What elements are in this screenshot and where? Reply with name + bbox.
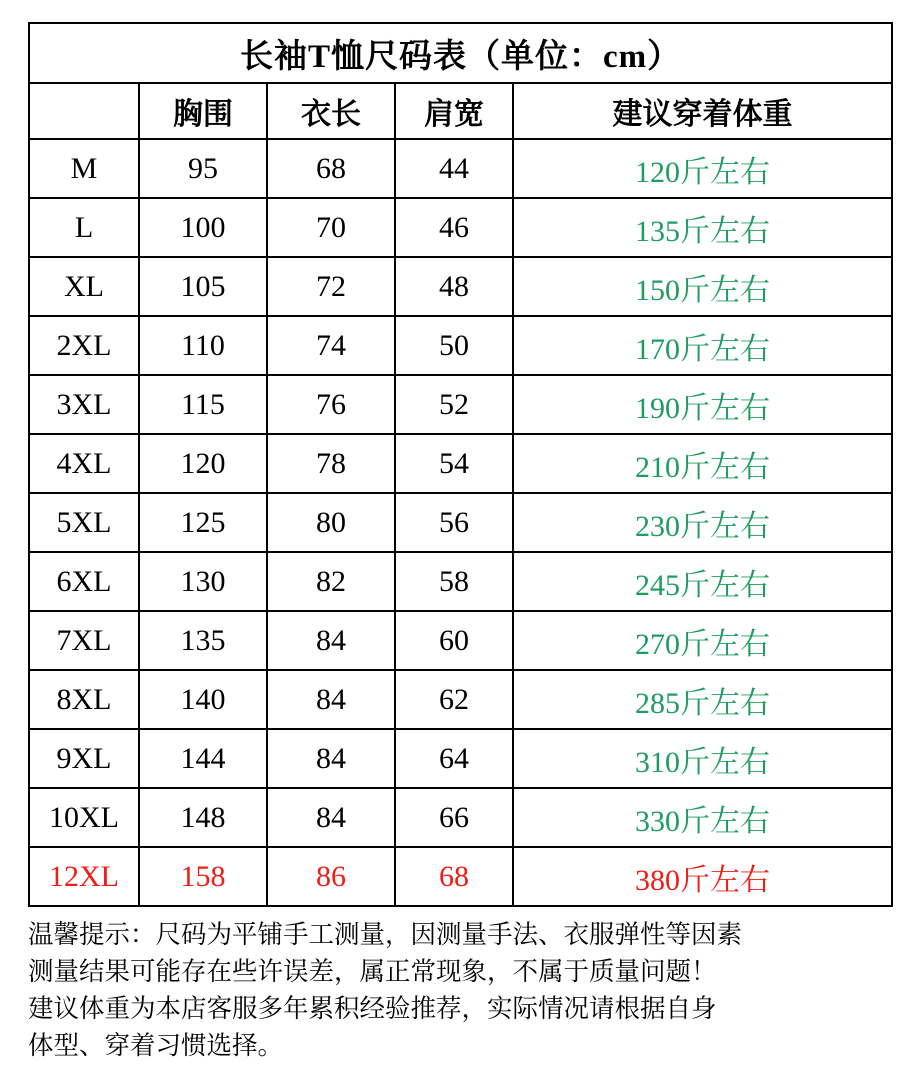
cell-size: 9XL xyxy=(29,729,139,788)
header-bust: 胸围 xyxy=(139,83,267,139)
cell-shoulder: 64 xyxy=(395,729,513,788)
cell-size: 6XL xyxy=(29,552,139,611)
cell-bust: 140 xyxy=(139,670,267,729)
cell-weight: 270斤左右 xyxy=(513,611,892,670)
header-weight: 建议穿着体重 xyxy=(513,83,892,139)
note-line: 体型、穿着习惯选择。 xyxy=(28,1031,284,1060)
table-row xyxy=(29,434,892,493)
cell-shoulder: 60 xyxy=(395,611,513,670)
note-line: 温馨提示：尺码为平铺手工测量，因测量手法、衣服弹性等因素 xyxy=(28,921,743,949)
cell-weight: 310斤左右 xyxy=(513,729,892,788)
header-shoulder: 肩宽 xyxy=(395,83,513,139)
cell-weight: 170斤左右 xyxy=(513,316,892,375)
cell-size: 4XL xyxy=(29,434,139,493)
cell-bust: 135 xyxy=(139,611,267,670)
size-chart-table xyxy=(28,22,893,907)
table-title-row xyxy=(29,23,892,83)
table-row xyxy=(29,139,892,198)
notes-block xyxy=(28,917,891,1065)
cell-weight: 230斤左右 xyxy=(513,493,892,552)
cell-bust: 130 xyxy=(139,552,267,611)
cell-shoulder: 58 xyxy=(395,552,513,611)
header-size xyxy=(29,83,139,139)
table-row xyxy=(29,788,892,847)
cell-length: 84 xyxy=(267,729,395,788)
cell-bust: 105 xyxy=(139,257,267,316)
cell-length: 86 xyxy=(267,847,395,906)
cell-size: 10XL xyxy=(29,788,139,847)
table-header-row xyxy=(29,83,892,139)
note-line: 测量结果可能存在些许误差，属正常现象，不属于质量问题！ xyxy=(28,957,717,986)
header-length: 衣长 xyxy=(267,83,395,139)
cell-size: 12XL xyxy=(29,847,139,906)
table-row xyxy=(29,552,892,611)
cell-bust: 144 xyxy=(139,729,267,788)
cell-bust: 125 xyxy=(139,493,267,552)
cell-shoulder: 44 xyxy=(395,139,513,198)
cell-length: 74 xyxy=(267,316,395,375)
cell-size: 8XL xyxy=(29,670,139,729)
cell-bust: 158 xyxy=(139,847,267,906)
cell-size: 2XL xyxy=(29,316,139,375)
cell-weight: 210斤左右 xyxy=(513,434,892,493)
cell-weight: 135斤左右 xyxy=(513,198,892,257)
cell-bust: 100 xyxy=(139,198,267,257)
table-row xyxy=(29,611,892,670)
cell-shoulder: 46 xyxy=(395,198,513,257)
cell-bust: 115 xyxy=(139,375,267,434)
cell-shoulder: 68 xyxy=(395,847,513,906)
cell-length: 76 xyxy=(267,375,395,434)
cell-shoulder: 54 xyxy=(395,434,513,493)
cell-bust: 110 xyxy=(139,316,267,375)
cell-shoulder: 48 xyxy=(395,257,513,316)
table-row-highlighted xyxy=(29,847,892,906)
cell-bust: 95 xyxy=(139,139,267,198)
table-row xyxy=(29,316,892,375)
note-line: 建议体重为本店客服多年累积经验推荐，实际情况请根据自身 xyxy=(28,994,717,1023)
cell-bust: 120 xyxy=(139,434,267,493)
cell-size: XL xyxy=(29,257,139,316)
cell-length: 80 xyxy=(267,493,395,552)
cell-length: 82 xyxy=(267,552,395,611)
cell-shoulder: 56 xyxy=(395,493,513,552)
cell-weight: 120斤左右 xyxy=(513,139,892,198)
cell-bust: 148 xyxy=(139,788,267,847)
cell-length: 72 xyxy=(267,257,395,316)
cell-length: 78 xyxy=(267,434,395,493)
cell-weight: 150斤左右 xyxy=(513,257,892,316)
cell-weight: 330斤左右 xyxy=(513,788,892,847)
cell-shoulder: 50 xyxy=(395,316,513,375)
cell-length: 84 xyxy=(267,670,395,729)
table-row xyxy=(29,198,892,257)
cell-length: 84 xyxy=(267,611,395,670)
table-row xyxy=(29,493,892,552)
cell-size: L xyxy=(29,198,139,257)
cell-length: 70 xyxy=(267,198,395,257)
cell-shoulder: 66 xyxy=(395,788,513,847)
cell-size: 3XL xyxy=(29,375,139,434)
table-body xyxy=(29,23,892,906)
cell-weight: 380斤左右 xyxy=(513,847,892,906)
cell-weight: 190斤左右 xyxy=(513,375,892,434)
cell-shoulder: 62 xyxy=(395,670,513,729)
cell-size: 7XL xyxy=(29,611,139,670)
table-row xyxy=(29,729,892,788)
chart-title: 长袖T恤尺码表（单位：cm） xyxy=(29,23,892,83)
table-row xyxy=(29,375,892,434)
table-row xyxy=(29,670,892,729)
cell-length: 84 xyxy=(267,788,395,847)
cell-weight: 285斤左右 xyxy=(513,670,892,729)
cell-weight: 245斤左右 xyxy=(513,552,892,611)
cell-shoulder: 52 xyxy=(395,375,513,434)
cell-size: 5XL xyxy=(29,493,139,552)
cell-length: 68 xyxy=(267,139,395,198)
table-row xyxy=(29,257,892,316)
cell-size: M xyxy=(29,139,139,198)
